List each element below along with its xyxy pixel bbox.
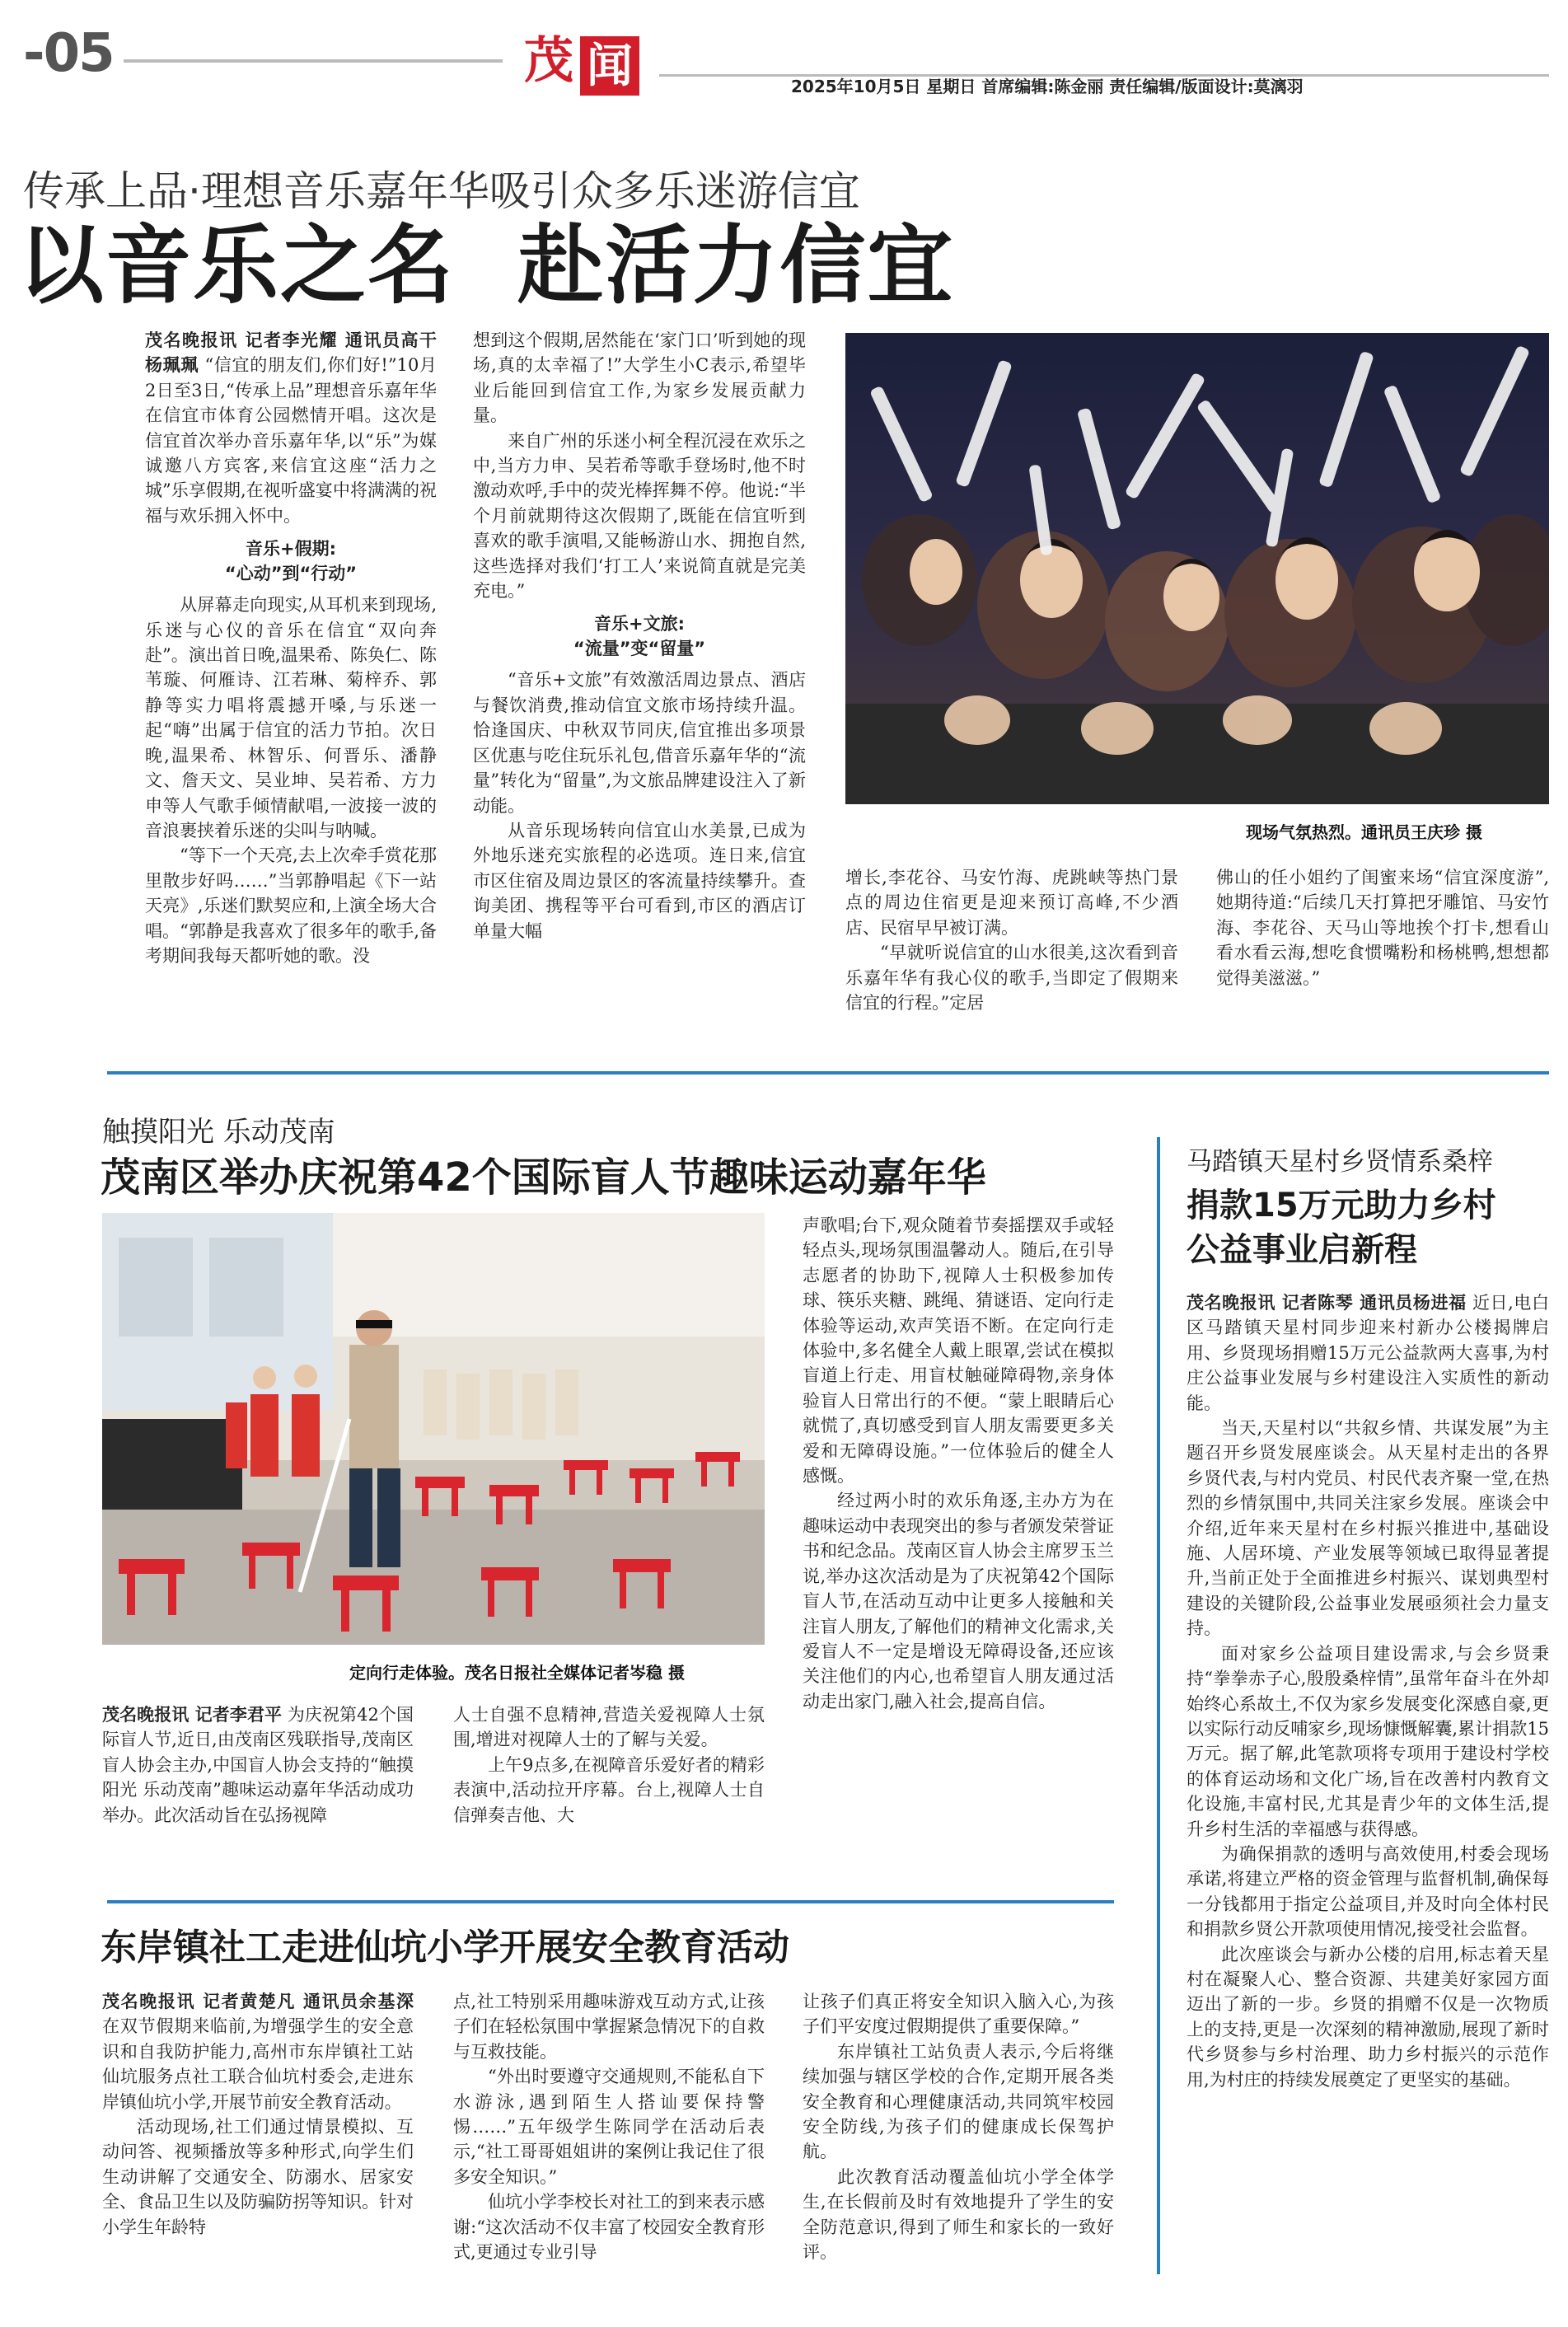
article2-lead-text: 为庆祝第42个国际盲人节,近日,由茂南区残联指导,茂南区盲人协会主办,中国盲人协会支持的“触摸阳光 乐动茂南”趣味运动嘉年华活动成功举办。此次活动旨在弘扬视障 bbox=[102, 1705, 414, 1825]
blind-walk-photo bbox=[102, 1213, 765, 1645]
article4-paragraph: 当天,天星村以“共叙乡情、共谋发展”为主题召开乡贤发展座谈会。从天星村走出的各界乡贤代表,与村内党员、村民代表齐聚一堂,在热烈的乡情氛围中,共同关注家乡发展。座谈会中介绍,近年来天星村在乡村振兴推进中,基础设施、人居环境、产业发展等领域已取得显著提升,当前正处于全面推进乡村振兴、谋划典型村建设的关键阶段,公益事业发展亟须社会力量支持。 bbox=[1187, 1418, 1549, 1639]
article3-column-3 bbox=[803, 1989, 1114, 2264]
article4-byline: 茂名晚报讯 记者陈琴 通讯员杨进福 bbox=[1187, 1293, 1467, 1313]
article2-paragraph: 人士自强不息精神,营造关爱视障人士氛围,增进对视障人士的了解与关爱。 bbox=[453, 1705, 765, 1750]
article1-byline: 茂名晚报讯 记者李光耀 通讯员高干 杨珮珮 bbox=[145, 330, 437, 376]
article1-paragraph: 增长,李花谷、马安竹海、虎跳峡等热门景点的周边住宿更是迎来预订高峰,不少酒店、民宿早早被订满。 bbox=[845, 868, 1178, 938]
article1-photo-caption: 现场气氛热烈。通讯员王庆珍 摄 bbox=[1246, 822, 1482, 842]
article1-paragraph: “音乐+文旅”有效激活周边景点、酒店与餐饮消费,推动信宜文旅市场持续升温。恰逢国庆、中秋双节同庆,信宜推出多项景区优惠与吃住玩乐礼包,借音乐嘉年华的“流量”转化为“留量”,为文旅品牌建设注入了新动能。 bbox=[473, 670, 806, 816]
article4-body bbox=[1187, 1290, 1549, 2092]
article1-subhead-2 bbox=[473, 611, 806, 661]
article1-subhead-2-line-1: 音乐+文旅: bbox=[594, 614, 685, 634]
article1-headline: 以音乐之名 赴活力信宜 bbox=[18, 215, 955, 316]
article1-column-2 bbox=[473, 328, 806, 943]
article1-column-3 bbox=[845, 865, 1178, 1015]
blind-walk-illustration bbox=[102, 1213, 765, 1645]
article2-photo-caption: 定向行走体验。茂名日报社全媒体记者岑稳 摄 bbox=[349, 1663, 685, 1683]
dateline: 2025年10月5日 星期日 首席编辑:陈金丽 责任编辑/版面设计:莫漓羽 bbox=[791, 77, 1304, 96]
article3-paragraph: 此次教育活动覆盖仙坑小学全体学生,在长假前及时有效地提升了学生的安全防范意识,得到了师生和家长的一致好评。 bbox=[803, 2166, 1114, 2263]
page-number: -05 bbox=[23, 23, 114, 84]
article2-headline: 茂南区举办庆祝第42个国际盲人节趣味运动嘉年华 bbox=[101, 1154, 986, 1201]
article4-paragraph: 面对家乡公益项目建设需求,与会乡贤秉持“拳拳赤子心,殷殷桑梓情”,虽常年奋斗在外却始终心系故土,不仅为家乡发展变化深感自豪,更以实际行动反哺家乡,现场慷慨解囊,累计捐款15万元。据了解,此笔款项将专项用于建设村学校的体育运动场和文化广场,旨在改善村内教育文化设施,丰富村民,尤其是青少年的文体生活,提升乡村生活的幸福感与获得感。 bbox=[1187, 1643, 1549, 1839]
article1-paragraph: “早就听说信宜的山水很美,这次看到音乐嘉年华有我心仪的歌手,当即定了假期来信宜的行程。”定居 bbox=[845, 943, 1178, 1014]
article4-paragraph: 为确保捐款的透明与高效使用,村委会现场承诺,将建立严格的资金管理与监督机制,确保每一分钱都用于指定公益项目,并及时向全体村民和捐款乡贤公开款项使用情况,接受社会监督。 bbox=[1187, 1843, 1549, 1940]
article1-lead bbox=[145, 328, 437, 528]
section-divider bbox=[107, 1071, 1549, 1075]
sidebar-vertical-rule bbox=[1157, 1137, 1160, 2274]
article2-paragraph: 声歌唱;台下,观众随着节奏摇摆双手或轻轻点头,现场氛围温馨动人。随后,在引导志愿者的协助下,视障人士积极参加传球、筷乐夹糖、跳绳、猜谜语、定向行走体验等运动,欢声笑语不断。在定向行走体验中,多名健全人戴上眼罩,尝试在模拟盲道上行走、用盲杖触碰障碍物,亲身体验盲人日常出行的不便。“蒙上眼睛后心就慌了,真切感受到盲人朋友需要更多关爱和无障碍设施。”一位体验后的健全人感慨。 bbox=[803, 1215, 1114, 1487]
article3-paragraph: 让孩子们真正将安全知识入脑入心,为孩子们平安度过假期提供了重要保障。” bbox=[803, 1992, 1114, 2037]
article4-kicker: 马踏镇天星村乡贤情系桑梓 bbox=[1187, 1147, 1493, 1177]
article3-column-2 bbox=[453, 1989, 765, 2264]
article3-paragraph: 东岸镇社工站负责人表示,今后将继续加强与辖区学校的合作,定期开展各类安全教育和心理健康活动,共同筑牢校园安全防线,为孩子们的健康成长保驾护航。 bbox=[803, 2041, 1114, 2162]
article4-paragraph: 此次座谈会与新办公楼的启用,标志着天星村在凝聚人心、整合资源、共建美好家园方面迈出了新的一步。乡贤的捐赠不仅是一次物质上的支持,更是一次深刻的精神激励,展现了新时代乡贤参与乡村治理、助力乡村振兴的示范作用,为村庄的持续发展奠定了更坚实的基础。 bbox=[1187, 1944, 1549, 2090]
article2-lead bbox=[102, 1702, 414, 1828]
article3-paragraph: “外出时要遵守交通规则,不能私自下水游泳,遇到陌生人搭讪要保持警惕……”五年级学生陈同学在活动后表示,“社工哥哥姐姐讲的案例让我记住了很多安全知识。” bbox=[453, 2067, 765, 2187]
article2-paragraph: 上午9点多,在视障音乐爱好者的精彩表演中,活动拉开序幕。台上,视障人士自信弹奏吉他、大 bbox=[453, 1754, 765, 1825]
section-logo-char-2: 闻 bbox=[580, 36, 639, 96]
page-header bbox=[0, 0, 1568, 107]
article2-column-1 bbox=[102, 1702, 414, 1828]
article1-subhead-1-line-1: 音乐+假期: bbox=[246, 539, 336, 560]
article4-lead-text: 近日,电白区马踏镇天星村同步迎来村新办公楼揭牌启用、乡贤现场捐赠15万元公益款两大喜事,为村庄公益事业发展与乡村建设注入实质性的新动能。 bbox=[1187, 1293, 1549, 1413]
section-divider bbox=[107, 1900, 1114, 1903]
article3-byline: 茂名晚报讯 记者黄楚凡 通讯员余基深 bbox=[102, 1992, 414, 2011]
article2-kicker: 触摸阳光 乐动茂南 bbox=[102, 1116, 335, 1149]
article4-headline-line-1: 捐款15万元助力乡村 bbox=[1187, 1187, 1496, 1224]
article3-paragraph: 点,社工特别采用趣味游戏互动方式,让孩子们在轻松氛围中掌握紧急情况下的自救与互救技能。 bbox=[453, 1992, 765, 2062]
article1-column-1 bbox=[145, 328, 437, 968]
article4-lead bbox=[1187, 1290, 1549, 1416]
article2-column-2 bbox=[453, 1702, 765, 1828]
article3-lead bbox=[102, 1989, 414, 2114]
article1-lead-text: “信宜的朋友们,你们好!”10月2日至3日,“传承上品”理想音乐嘉年华在信宜市体育公园燃情开唱。这次是信宜首次举办音乐嘉年华,以“乐”为媒诚邀八方宾客,来信宜这座“活力之城”乐享假期,在视听盛宴中将满满的祝福与欢乐拥入怀中。 bbox=[145, 355, 437, 526]
article3-lead-text: 在双节假期来临前,为增强学生的安全意识和自我防护能力,高州市东岸镇社工站仙坑服务点社工联合仙坑村委会,走进东岸镇仙坑小学,开展节前安全教育活动。 bbox=[102, 2016, 414, 2112]
concert-crowd-illustration bbox=[845, 333, 1549, 804]
section-logo bbox=[519, 31, 643, 99]
article4-headline-line-2: 公益事业启新程 bbox=[1187, 1231, 1417, 1269]
article2-byline: 茂名晚报讯 记者李君平 bbox=[102, 1705, 283, 1725]
header-rule-left bbox=[124, 59, 503, 63]
article1-subhead-1 bbox=[145, 536, 437, 586]
article1-paragraph: 从屏幕走向现实,从耳机来到现场,乐迷与心仪的音乐在信宜“双向奔赴”。演出首日晚,温果希、陈奂仁、陈苇璇、何雁诗、江若琳、菊梓乔、郭静等实力唱将震撼开嗓,与乐迷一起“嗨”出属于信宜的活力节拍。次日晚,温果希、林智乐、何晋乐、潘静文、詹天文、吴业坤、吴若希、方力申等人气歌手倾情献唱,一波接一波的音浪裹挟着乐迷的尖叫与呐喊。 bbox=[145, 595, 437, 840]
article1-column-4 bbox=[1216, 865, 1549, 990]
article3-headline: 东岸镇社工走进仙坑小学开展安全教育活动 bbox=[101, 1927, 789, 1969]
article1-paragraph: 来自广州的乐迷小柯全程沉浸在欢乐之中,当方力申、吴若希等歌手登场时,他不时激动欢呼,手中的荧光棒挥舞不停。他说:“半个月前就期待这次假期了,既能在信宜听到喜欢的歌手演唱,又能畅游山水、拥抱自然,这些选择对我们‘打工人’来说简直就是完美充电。” bbox=[473, 430, 806, 602]
concert-crowd-photo bbox=[845, 333, 1549, 804]
article3-column-1 bbox=[102, 1989, 414, 2240]
article1-kicker: 传承上品·理想音乐嘉年华吸引众多乐迷游信宜 bbox=[23, 167, 860, 215]
article3-paragraph: 活动现场,社工们通过情景模拟、互动问答、视频播放等多种形式,向学生们生动讲解了交通安全、防溺水、居家安全、食品卫生以及防骗防拐等知识。针对小学生年龄特 bbox=[102, 2117, 414, 2237]
article1-subhead-2-line-2: “流量”变“留量” bbox=[573, 639, 706, 659]
article2-paragraph: 经过两小时的欢乐角逐,主办方为在趣味运动中表现突出的参与者颁发荣誉证书和纪念品。茂南区盲人协会主席罗玉兰说,举办这次活动是为了庆祝第42个国际盲人节,在活动互动中让更多人接触和关注盲人朋友,了解他们的精神文化需求,关爱盲人不一定是增设无障碍设备,还应该关注他们的内心,也希望盲人朋友通过活动走出家门,融入社会,提高自信。 bbox=[803, 1491, 1114, 1711]
article1-paragraph: 从音乐现场转向信宜山水美景,已成为外地乐迷充实旅程的必选项。连日来,信宜市区住宿及周边景区的客流量持续攀升。查询美团、携程等平台可看到,市区的酒店订单量大幅 bbox=[473, 820, 806, 941]
article1-paragraph: 佛山的任小姐约了闺蜜来场“信宜深度游”,她期待道:“后续几天打算把牙雕馆、马安竹海、李花谷、天马山等地挨个打卡,想看山看水看云海,想吃食惯嘴粉和杨桃鸭,想想都觉得美滋滋。” bbox=[1216, 868, 1549, 988]
section-logo-char-1: 茂 bbox=[524, 32, 573, 90]
article1-subhead-1-line-2: “心动”到“行动” bbox=[224, 564, 358, 584]
article1-paragraph: 想到这个假期,居然能在‘家门口’听到她的现场,真的太幸福了!”大学生小C表示,希望毕业后能回到信宜工作,为家乡发展贡献力量。 bbox=[473, 330, 806, 426]
article2-column-3 bbox=[803, 1213, 1114, 1714]
article3-paragraph: 仙坑小学李校长对社工的到来表示感谢:“这次活动不仅丰富了校园安全教育形式,更通过专业引导 bbox=[453, 2192, 765, 2263]
article1-paragraph: “等下一个天亮,去上次牵手赏花那里散步好吗……”当郭静唱起《下一站天亮》,乐迷们默契应和,上演全场大合唱。“郭静是我喜欢了很多年的歌手,备考期间我每天都听她的歌。没 bbox=[145, 845, 437, 966]
